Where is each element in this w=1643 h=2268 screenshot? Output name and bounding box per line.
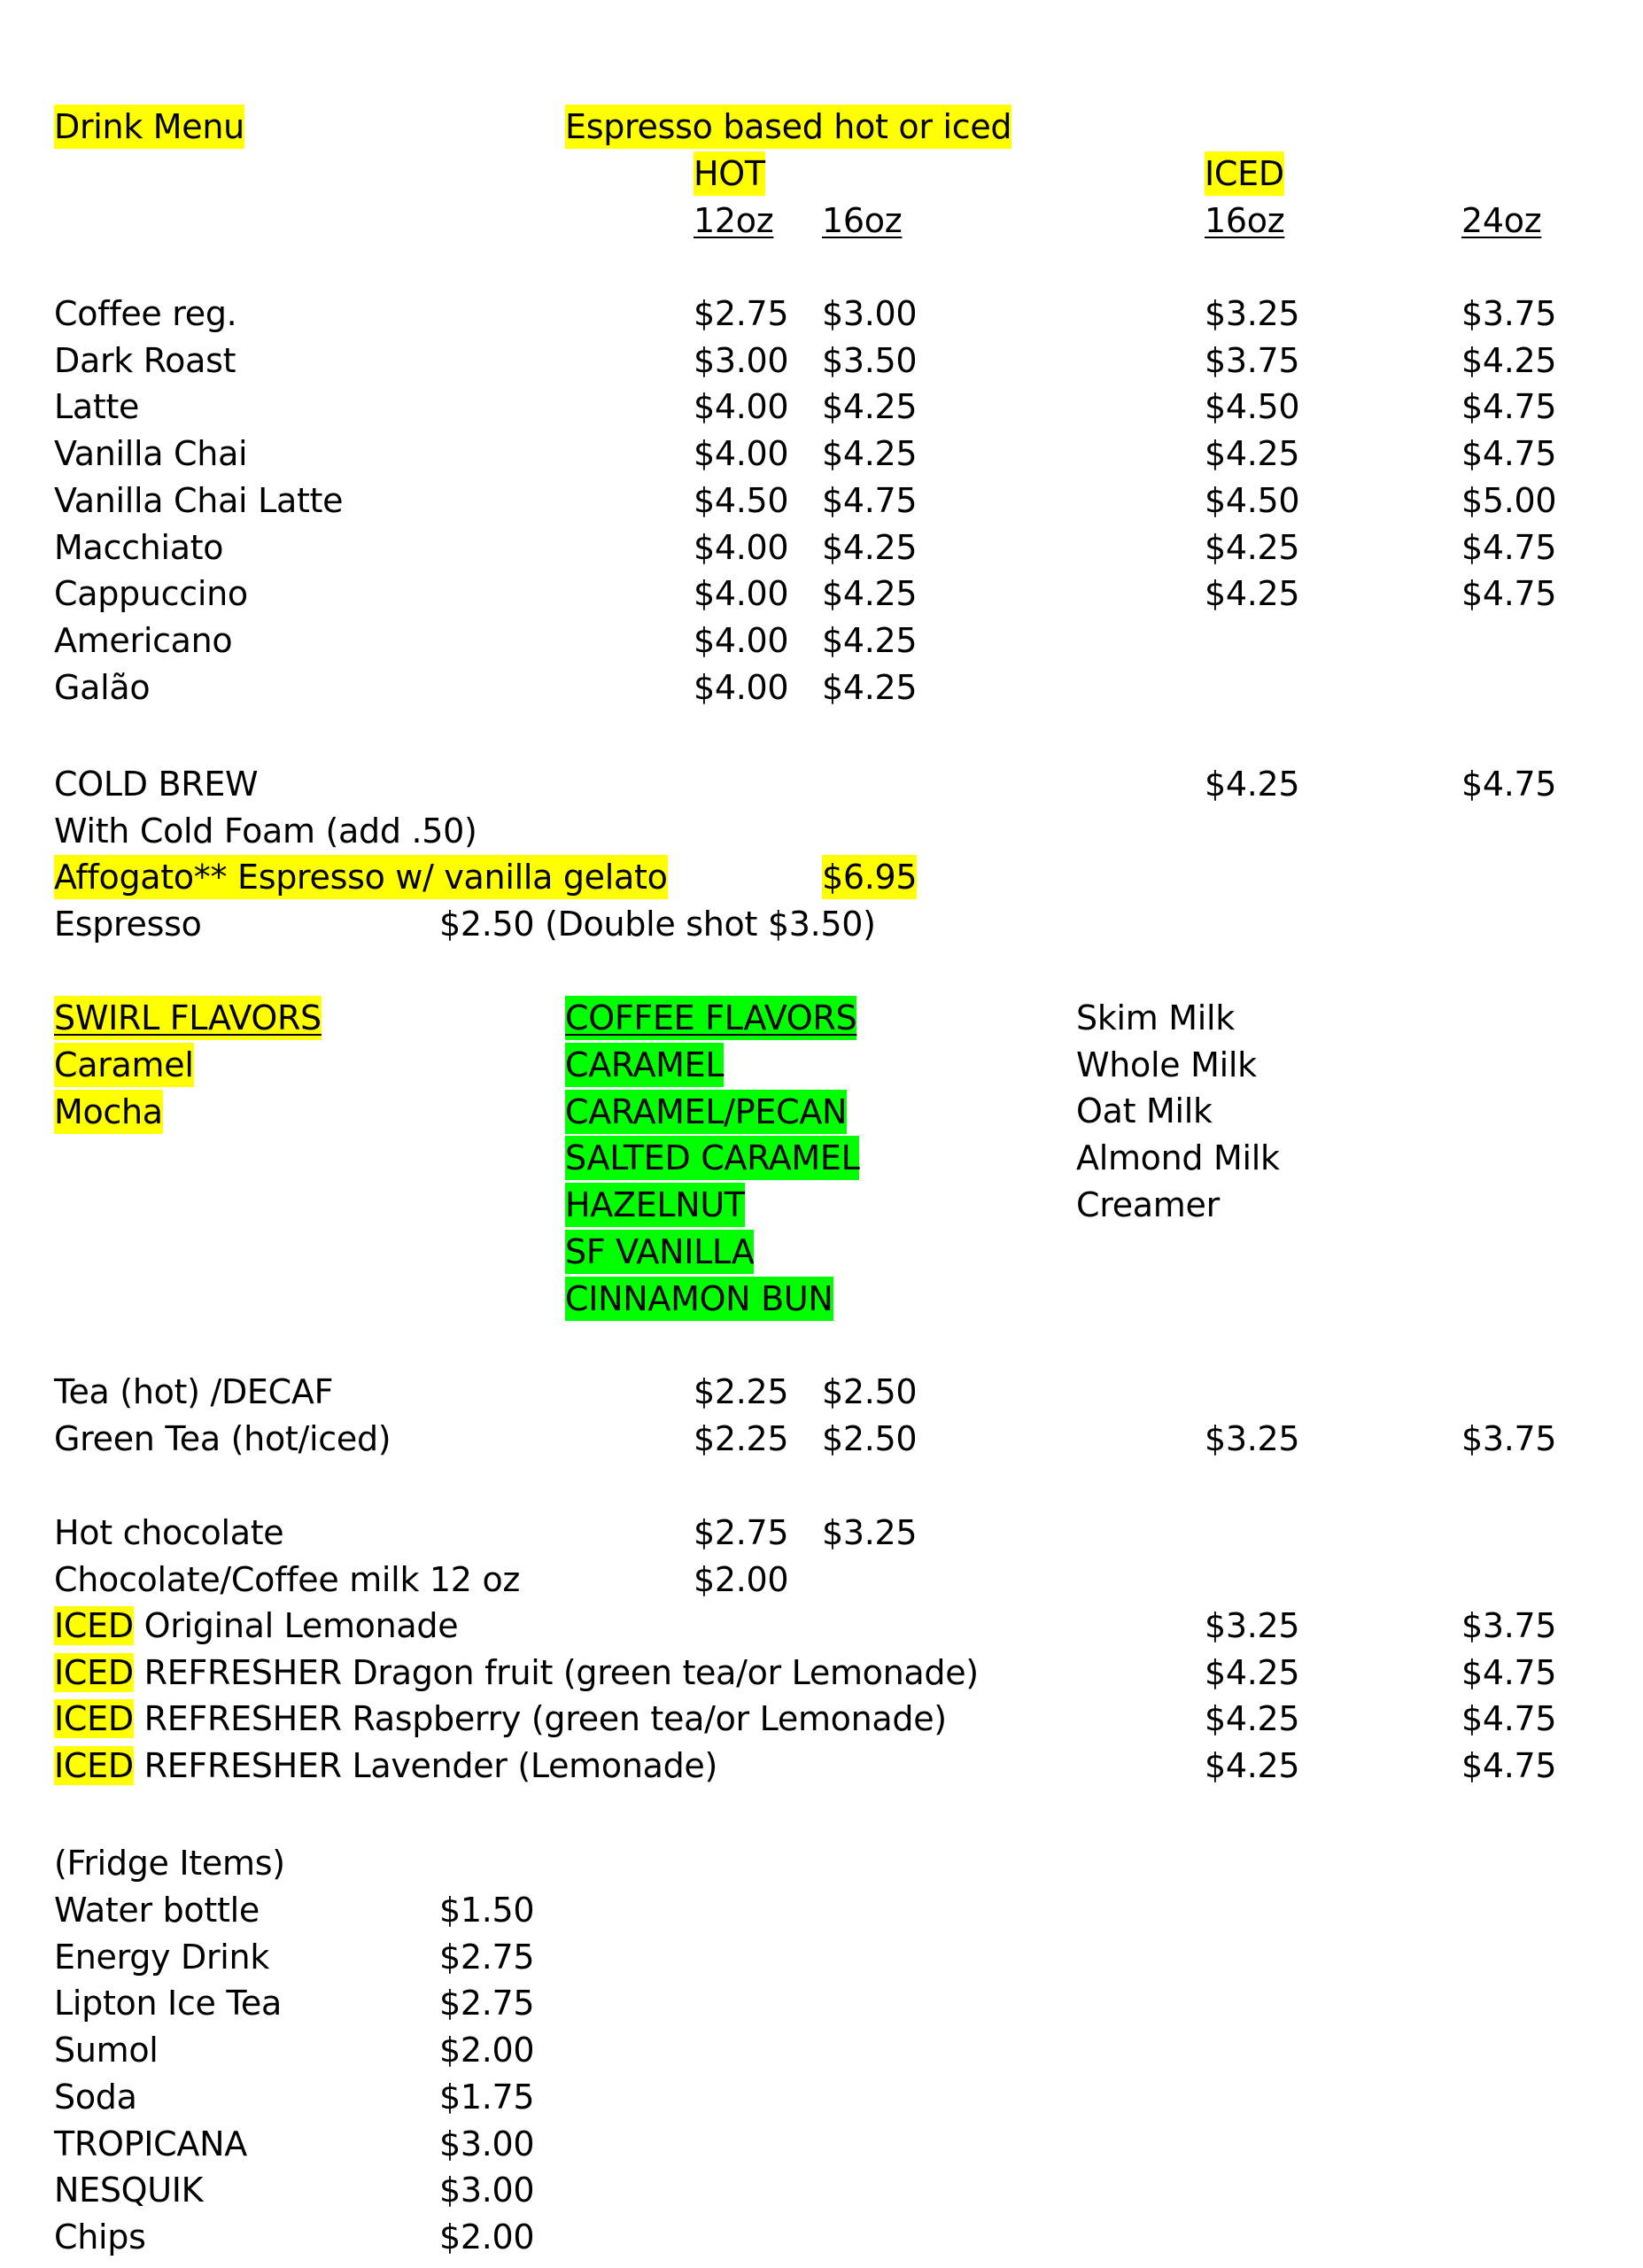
tea-name: Tea (hot) /DECAF	[54, 1372, 334, 1411]
drink-name: Americano	[54, 620, 233, 660]
price-iced-24oz: $4.75	[1461, 527, 1557, 567]
price-hot-16oz: $4.75	[822, 480, 918, 520]
drink-name: Chocolate/Coffee milk 12 oz	[54, 1559, 521, 1599]
price-hot-16oz: $4.25	[822, 574, 918, 614]
price-iced-24oz: $4.75	[1461, 387, 1557, 427]
fridge-item-price: $2.00	[439, 2031, 535, 2070]
iced-prefix-label: ICED	[54, 1746, 134, 1786]
fridge-item-name: Soda	[54, 2077, 137, 2117]
cold-brew-iced-16: $4.25	[1205, 765, 1300, 804]
fridge-item-name: Energy Drink	[54, 1937, 270, 1977]
size-iced-16oz: 16oz	[1205, 201, 1285, 240]
price-iced-16oz: $4.25	[1205, 1699, 1300, 1739]
price-hot-12oz: $2.25	[694, 1418, 789, 1458]
drink-name: Hot chocolate	[54, 1513, 284, 1552]
drink-name: Macchiato	[54, 527, 224, 567]
fridge-item-price: $1.75	[439, 2077, 535, 2117]
fridge-item-price: $3.00	[439, 2171, 535, 2210]
price-iced-24oz: $4.75	[1461, 434, 1557, 474]
swirl-flavors-heading: SWIRL FLAVORS	[54, 996, 322, 1040]
affogato-name: Affogato** Espresso w/ vanilla gelato	[54, 855, 668, 899]
price-hot-16oz: $3.00	[822, 294, 918, 333]
price-hot-16oz: $2.50	[822, 1418, 918, 1458]
fridge-item-price: $1.50	[439, 1891, 535, 1930]
fridge-item-name: Chips	[54, 2217, 146, 2256]
price-iced-24oz: $3.75	[1461, 294, 1557, 333]
fridge-item-name: Lipton Ice Tea	[54, 1984, 282, 2023]
iced-prefix-label: ICED	[54, 1606, 134, 1645]
price-hot-12oz: $3.00	[694, 340, 789, 380]
price-hot-12oz: $4.00	[694, 527, 789, 567]
price-iced-16oz: $4.25	[1205, 574, 1300, 614]
coffee-flavor-item: CINNAMON BUN	[565, 1277, 833, 1321]
price-iced-16oz: $4.50	[1205, 480, 1300, 520]
coffee-flavor-item: SALTED CARAMEL	[565, 1136, 859, 1180]
iced-prefix-label: ICED	[54, 1652, 134, 1692]
tea-name: Green Tea (hot/iced)	[54, 1418, 391, 1458]
fridge-item-price: $2.00	[439, 2217, 535, 2256]
swirl-flavor-item: Caramel	[54, 1043, 194, 1087]
drink-name: Vanilla Chai	[54, 434, 248, 474]
milk-option-item: Oat Milk	[1076, 1091, 1213, 1131]
fridge-item-price: $3.00	[439, 2124, 535, 2163]
swirl-flavor-item: Mocha	[54, 1090, 163, 1134]
fridge-item-name: Water bottle	[54, 1891, 260, 1930]
cold-foam-note: With Cold Foam (add .50)	[54, 812, 477, 850]
price-hot-16oz: $4.25	[822, 620, 918, 660]
price-hot-12oz: $2.00	[694, 1559, 789, 1599]
price-iced-16oz: $4.25	[1205, 1652, 1300, 1692]
milk-option-item: Skim Milk	[1076, 998, 1235, 1037]
milk-option-item: Almond Milk	[1076, 1138, 1280, 1178]
price-iced-24oz: $4.75	[1461, 1746, 1557, 1786]
price-iced-16oz: $3.25	[1205, 1418, 1300, 1458]
price-hot-16oz: $4.25	[822, 387, 918, 427]
fridge-item-price: $2.75	[439, 1937, 535, 1977]
price-iced-24oz: $4.75	[1461, 1699, 1557, 1739]
hot-label: HOT	[694, 151, 765, 196]
drink-name: Latte	[54, 387, 140, 427]
price-hot-16oz: $4.25	[822, 527, 918, 567]
price-iced-16oz: $4.25	[1205, 527, 1300, 567]
price-hot-16oz: $2.50	[822, 1372, 918, 1411]
drink-name: Dark Roast	[54, 340, 236, 380]
price-hot-16oz: $3.50	[822, 340, 918, 380]
drink-name: Cappuccino	[54, 574, 248, 614]
menu-title: Drink Menu	[54, 105, 244, 149]
price-hot-12oz: $4.00	[694, 620, 789, 660]
iced-item-name	[54, 1651, 979, 1695]
price-iced-16oz: $4.25	[1205, 1746, 1300, 1786]
price-hot-12oz: $4.00	[694, 667, 789, 707]
espresso-price: $2.50 (Double shot $3.50)	[439, 905, 876, 944]
coffee-flavor-item: HAZELNUT	[565, 1183, 745, 1227]
size-hot-12oz: 12oz	[694, 201, 774, 240]
drink-name: Coffee reg.	[54, 294, 237, 333]
fridge-item-name: Sumol	[54, 2031, 159, 2070]
price-iced-16oz: $3.75	[1205, 340, 1300, 380]
price-iced-24oz: $3.75	[1461, 1418, 1557, 1458]
coffee-flavor-item: SF VANILLA	[565, 1230, 754, 1274]
drink-name: Vanilla Chai Latte	[54, 480, 344, 520]
espresso-name: Espresso	[54, 905, 202, 944]
size-iced-24oz: 24oz	[1461, 201, 1542, 240]
coffee-flavor-item: CARAMEL	[565, 1043, 724, 1087]
iced-item-name	[54, 1697, 947, 1741]
price-iced-24oz: $4.25	[1461, 340, 1557, 380]
price-hot-12oz: $2.75	[694, 1513, 789, 1552]
size-hot-16oz: 16oz	[822, 201, 903, 240]
price-hot-16oz: $4.25	[822, 434, 918, 474]
coffee-flavor-item: CARAMEL/PECAN	[565, 1090, 847, 1134]
iced-item-label: Original Lemonade	[133, 1606, 459, 1645]
price-iced-16oz: $4.50	[1205, 387, 1300, 427]
price-iced-24oz: $4.75	[1461, 574, 1557, 614]
price-hot-12oz: $2.25	[694, 1372, 789, 1411]
fridge-item-price: $2.75	[439, 1984, 535, 2023]
coffee-flavors-heading: COFFEE FLAVORS	[565, 996, 856, 1040]
cold-brew-iced-24: $4.75	[1461, 765, 1557, 804]
cold-brew-name: COLD BREW	[54, 765, 259, 804]
price-hot-12oz: $4.00	[694, 574, 789, 614]
price-iced-16oz: $4.25	[1205, 434, 1300, 474]
price-hot-12oz: $2.75	[694, 294, 789, 333]
affogato-price: $6.95	[822, 855, 917, 899]
iced-prefix-label: ICED	[54, 1699, 134, 1739]
price-hot-16oz: $4.25	[822, 667, 918, 707]
fridge-heading: (Fridge Items)	[54, 1844, 285, 1883]
iced-item-label: REFRESHER Lavender (Lemonade)	[133, 1746, 718, 1786]
price-hot-12oz: $4.50	[694, 480, 789, 520]
fridge-item-name: TROPICANA	[54, 2124, 247, 2163]
milk-option-item: Creamer	[1076, 1184, 1220, 1224]
price-iced-24oz: $3.75	[1461, 1606, 1557, 1645]
fridge-item-name: NESQUIK	[54, 2171, 204, 2210]
iced-item-label: REFRESHER Raspberry (green tea/or Lemonade)	[133, 1699, 947, 1739]
price-hot-12oz: $4.00	[694, 434, 789, 474]
iced-item-name	[54, 1744, 717, 1788]
price-hot-16oz: $3.25	[822, 1513, 918, 1552]
espresso-section-label: Espresso based hot or iced	[565, 105, 1011, 149]
milk-option-item: Whole Milk	[1076, 1045, 1257, 1084]
price-iced-16oz: $3.25	[1205, 294, 1300, 333]
price-iced-16oz: $3.25	[1205, 1606, 1300, 1645]
price-iced-24oz: $4.75	[1461, 1652, 1557, 1692]
iced-label: ICED	[1205, 151, 1284, 196]
iced-item-label: REFRESHER Dragon fruit (green tea/or Lemonade)	[133, 1652, 979, 1692]
iced-item-name	[54, 1604, 458, 1648]
drink-name: Galão	[54, 667, 151, 707]
price-iced-24oz: $5.00	[1461, 480, 1557, 520]
price-hot-12oz: $4.00	[694, 387, 789, 427]
